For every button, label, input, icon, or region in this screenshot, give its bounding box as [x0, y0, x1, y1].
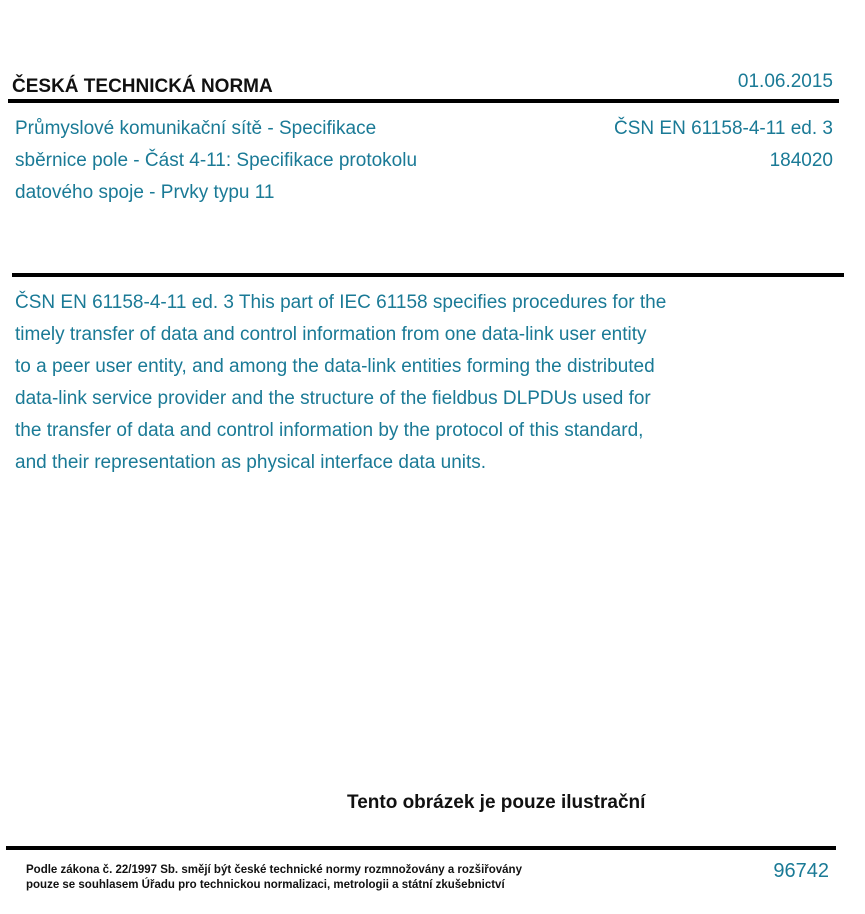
illustration-note: Tento obrázek je pouze ilustrační [347, 792, 646, 813]
middle-divider [12, 273, 844, 277]
document-title-line: Průmyslové komunikační sítě - Specifikace [15, 118, 377, 139]
document-id: 96742 [773, 860, 829, 882]
abstract-line: data-link service provider and the structure of the fieldbus DLPDUs used for [15, 388, 651, 409]
abstract [15, 287, 775, 479]
standard-identifier [614, 113, 833, 177]
footer-legal-notice [26, 863, 626, 893]
standard-header-title: ČESKÁ TECHNICKÁ NORMA [12, 76, 273, 97]
document-title [15, 113, 535, 209]
footer-legal-line: Podle zákona č. 22/1997 Sb. smějí být české technické normy rozmnožovány a rozšiřovány [26, 864, 522, 876]
abstract-line: ČSN EN 61158-4-11 ed. 3 This part of IEC 61158 specifies procedures for the [15, 292, 667, 313]
abstract-line: and their representation as physical interface data units. [15, 452, 487, 473]
class-number: 184020 [769, 150, 833, 171]
abstract-line: to a peer user entity, and among the data-link entities forming the distributed [15, 356, 655, 377]
footer-legal-line: pouze se souhlasem Úřadu pro technickou normalizaci, metrologii a státní zkušebnictví [26, 879, 505, 891]
abstract-line: timely transfer of data and control information from one data-link user entity [15, 324, 647, 345]
document-title-line: datového spoje - Prvky typu 11 [15, 182, 275, 203]
bottom-divider [6, 846, 836, 850]
top-divider [8, 99, 839, 103]
publication-date: 01.06.2015 [737, 71, 833, 92]
abstract-line: the transfer of data and control information by the protocol of this standard, [15, 420, 644, 441]
document-title-line: sběrnice pole - Část 4-11: Specifikace protokolu [15, 150, 418, 171]
standard-code: ČSN EN 61158-4-11 ed. 3 [614, 118, 833, 139]
